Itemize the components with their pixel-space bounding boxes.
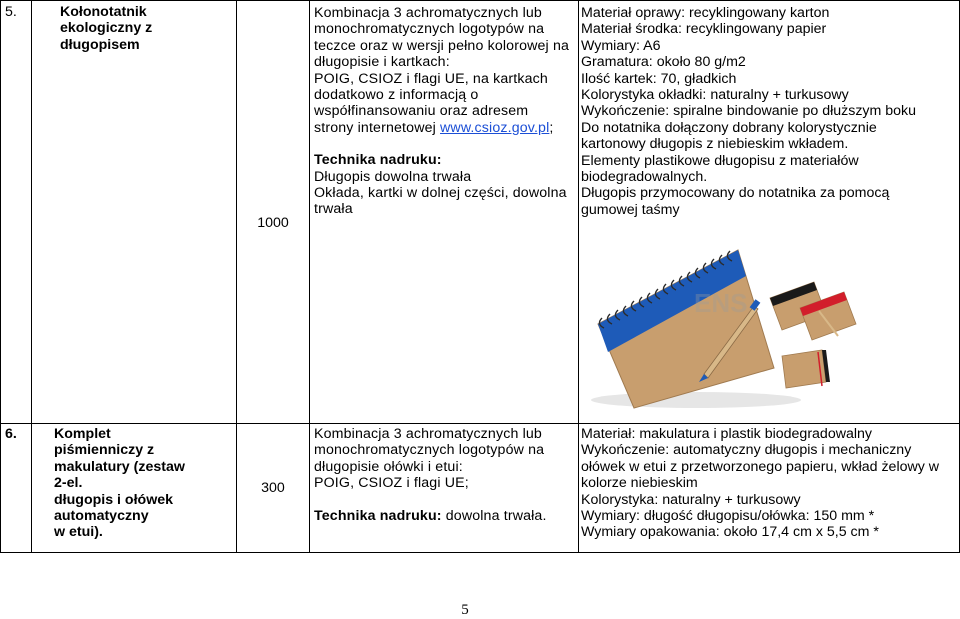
technique-label: Technika nadruku: xyxy=(314,152,442,169)
item-description: Kombinacja 3 achromatycznych lub monochromatycznych logotypów na teczce oraz w wersji pełno kolorowej na długopisie i kartkach: POIG, CSIOZ i flagi UE, na kartkach dodatkowo z informacją o współfinansowaniu oraz adresem strony internetowej www.csioz.gov.pl; Technika nadruku: Długopis dowolna trwała Okłada, kartki w dolnej części, dowolna trwała xyxy=(310,1,579,424)
website-link[interactable]: www.csioz.gov.pl xyxy=(440,119,550,136)
item-name-line: Komplet xyxy=(54,426,111,442)
table-row xyxy=(1,424,960,553)
item-name-line: 2-el. xyxy=(54,475,83,492)
item-name-line: w etui). xyxy=(54,524,103,541)
item-number: 6. xyxy=(1,424,32,553)
item-name-line: długopis i ołówek xyxy=(54,491,174,508)
item-quantity: 300 xyxy=(237,424,310,553)
item-name-line: automatyczny xyxy=(54,508,149,525)
item-name-line: makulatury (zestaw xyxy=(54,458,185,475)
item-name-line: Kołonotatnik xyxy=(60,4,147,20)
item-name-line: długopisem xyxy=(60,36,140,53)
item-number: 5. xyxy=(1,1,32,424)
item-name-line: piśmienniczy z xyxy=(54,442,155,459)
item-specs: Materiał oprawy: recyklingowany karton Materiał środka: recyklingowany papier Wymiary: A6 Gramatura: około 80 g/m2 Ilość kartek: 70, gładkich Kolorystyka okładki: naturalny + turkusowy Wykończenie: spiralne bindowanie po dłuższym boku Do notatnika dołączony dobrany kolorystycznie kartonowy długopis z niebieskim wkładem. Elementy plastikowe długopisu z materiałów biodegradowalnych. Długopis przymocowany do notatnika za pomocą gumowej taśmy xyxy=(579,1,960,424)
notebook-product-photo xyxy=(586,232,862,412)
page-number: 5 xyxy=(461,602,469,618)
item-name xyxy=(32,424,237,553)
item-quantity: 1000 xyxy=(237,1,310,424)
technique-label: Technika nadruku: xyxy=(314,507,442,524)
item-description: Kombinacja 3 achromatycznych lub monochromatycznych logotypów na długopisie ołówki i etui: POIG, CSIOZ i flagi UE; Technika nadruku: dowolna trwała. xyxy=(310,424,579,553)
item-name xyxy=(32,1,237,424)
item-specs: Materiał: makulatura i plastik biodegradowalny Wykończenie: automatyczny długopis i mechaniczny ołówek w etui z przetworzonego papieru, wkład żelowy w kolorze niebieskim Kolorystyka: naturalny + turkusowy Wymiary: długość długopisu/ołówka: 150 mm * Wymiary opakowania: około 17,4 cm x 5,5 cm * xyxy=(579,424,960,553)
item-name-line: ekologiczny z xyxy=(60,20,153,37)
small-notebook-lower xyxy=(782,350,830,388)
photo-watermark: ENS xyxy=(694,288,748,318)
